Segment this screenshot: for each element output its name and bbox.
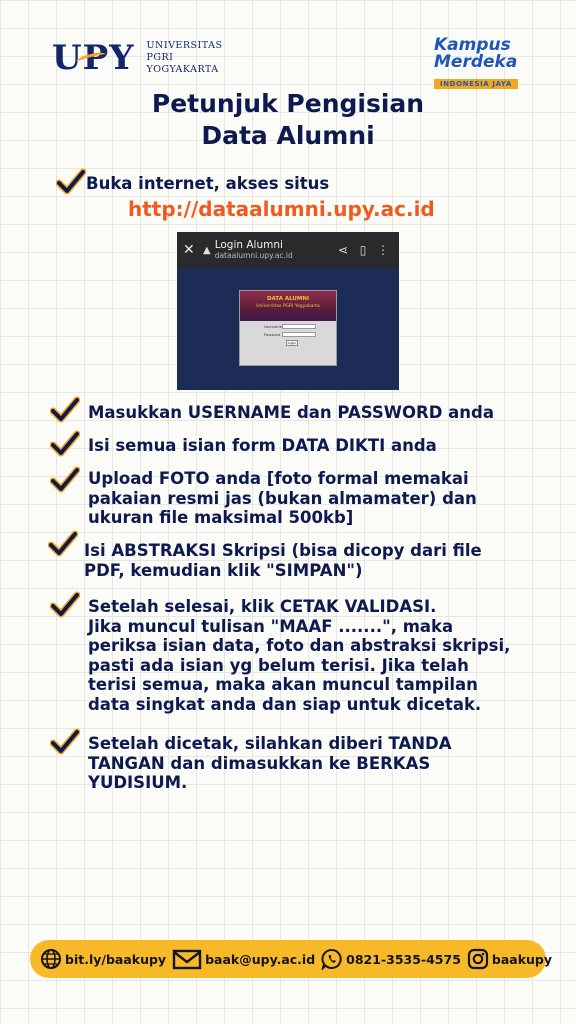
step-line: PDF, kemudian klik "SIMPAN") xyxy=(84,560,363,580)
upy-logo xyxy=(52,38,223,78)
bookmark-icon: ▯ xyxy=(359,243,367,257)
step-line: TANGAN dan dimasukkan ke BERKAS xyxy=(88,753,431,773)
step-line: terisi semua, maka akan muncul tampilan xyxy=(88,675,478,694)
login-header xyxy=(240,291,336,321)
phone-text: 0821-3535-4575 xyxy=(346,951,461,967)
mail-icon xyxy=(172,948,202,970)
upy-mark: UPY xyxy=(52,38,135,78)
check-icon xyxy=(50,396,80,424)
check-icon xyxy=(48,530,78,558)
warning-icon: ▲ xyxy=(203,244,211,256)
title-line-1: Petunjuk Pengisian xyxy=(151,89,425,118)
check-icon xyxy=(56,168,86,196)
step-2-text xyxy=(88,403,494,423)
login-password-row xyxy=(264,332,336,337)
browser-bar xyxy=(177,232,399,268)
step-line: Buka internet, akses situs xyxy=(86,174,330,193)
more-icon: ⋮ xyxy=(377,243,389,257)
page-title xyxy=(0,88,576,152)
step-line: Setelah selesai, klik CETAK VALIDASI. xyxy=(88,597,437,616)
step-line: ukuran file maksimal 500kb] xyxy=(88,508,354,527)
phone-contact[interactable] xyxy=(321,948,461,970)
step-line: periksa isian data, foto dan abstraksi skripsi, xyxy=(88,636,511,655)
globe-icon xyxy=(40,948,62,970)
login-subheading: Universitas PGRI Yogyakarta xyxy=(256,304,320,309)
step-5-text xyxy=(84,541,482,580)
step-line: pasti ada isian yg belum terisi. Jika telah xyxy=(88,655,469,675)
step-4-text xyxy=(88,469,477,528)
close-icon: ✕ xyxy=(183,242,195,258)
kampus-merdeka-logo xyxy=(434,35,530,88)
login-username-row xyxy=(264,324,336,329)
step-3-text xyxy=(88,436,437,456)
title-line-2: Data Alumni xyxy=(201,121,375,150)
check-icon xyxy=(50,466,80,494)
login-heading: DATA ALUMNI xyxy=(266,296,310,302)
browser-tab-title: Login Alumni xyxy=(214,239,283,251)
email-text: baak@upy.ac.id xyxy=(205,951,316,967)
check-icon xyxy=(50,728,80,756)
check-icon xyxy=(50,430,80,458)
instagram-contact[interactable] xyxy=(467,948,552,970)
share-icon: ⋖ xyxy=(337,243,349,257)
login-box xyxy=(239,290,337,366)
km-band: INDONESIA JAYA xyxy=(434,79,518,89)
website-text: bit.ly/baakupy xyxy=(65,951,167,967)
browser-titles xyxy=(215,239,333,261)
instagram-text: baakupy xyxy=(491,951,553,967)
step-line: Upload FOTO anda [foto formal memakai xyxy=(88,469,469,488)
km-line-1: Kampus xyxy=(434,35,511,55)
step-line: pakaian resmi jas (bukan almamater) dan xyxy=(88,488,477,508)
upy-wordmark xyxy=(147,40,223,76)
step-1-text xyxy=(86,174,329,194)
step-line: Isi ABSTRAKSI Skripsi (bisa dicopy dari file xyxy=(84,541,482,560)
step-line: Masukkan USERNAME dan PASSWORD anda xyxy=(88,403,494,422)
km-line-2: Merdeka xyxy=(434,52,518,72)
login-screenshot xyxy=(177,232,399,390)
browser-url: dataalumni.upy.ac.id xyxy=(214,251,293,260)
step-line: data singkat anda dan siap untuk dicetak. xyxy=(88,694,482,714)
login-username-input xyxy=(282,324,316,329)
login-password-label: Password xyxy=(264,332,281,337)
login-password-input xyxy=(282,332,316,337)
login-button: Login xyxy=(287,341,297,345)
step-7-text xyxy=(88,734,452,793)
website-contact[interactable] xyxy=(40,948,166,970)
contact-bar xyxy=(30,940,553,978)
step-line: YUDISIUM. xyxy=(88,773,188,792)
step-line: Jika muncul tulisan "MAAF .......", maka xyxy=(88,616,454,636)
instagram-icon xyxy=(467,948,489,970)
upy-line-2: PGRI xyxy=(146,52,174,63)
whatsapp-icon xyxy=(321,948,343,970)
upy-line-1: UNIVERSITAS xyxy=(146,40,223,51)
alumni-site-link[interactable]: http://dataalumni.upy.ac.id xyxy=(128,197,435,221)
login-username-label: Username xyxy=(264,324,282,329)
step-line: Setelah dicetak, silahkan diberi TANDA xyxy=(88,734,452,753)
upy-line-3: YOGYAKARTA xyxy=(146,64,219,75)
step-line: Isi semua isian form DATA DIKTI anda xyxy=(88,436,437,455)
step-6-text xyxy=(88,597,510,714)
email-contact[interactable] xyxy=(172,948,315,970)
check-icon xyxy=(50,591,80,619)
